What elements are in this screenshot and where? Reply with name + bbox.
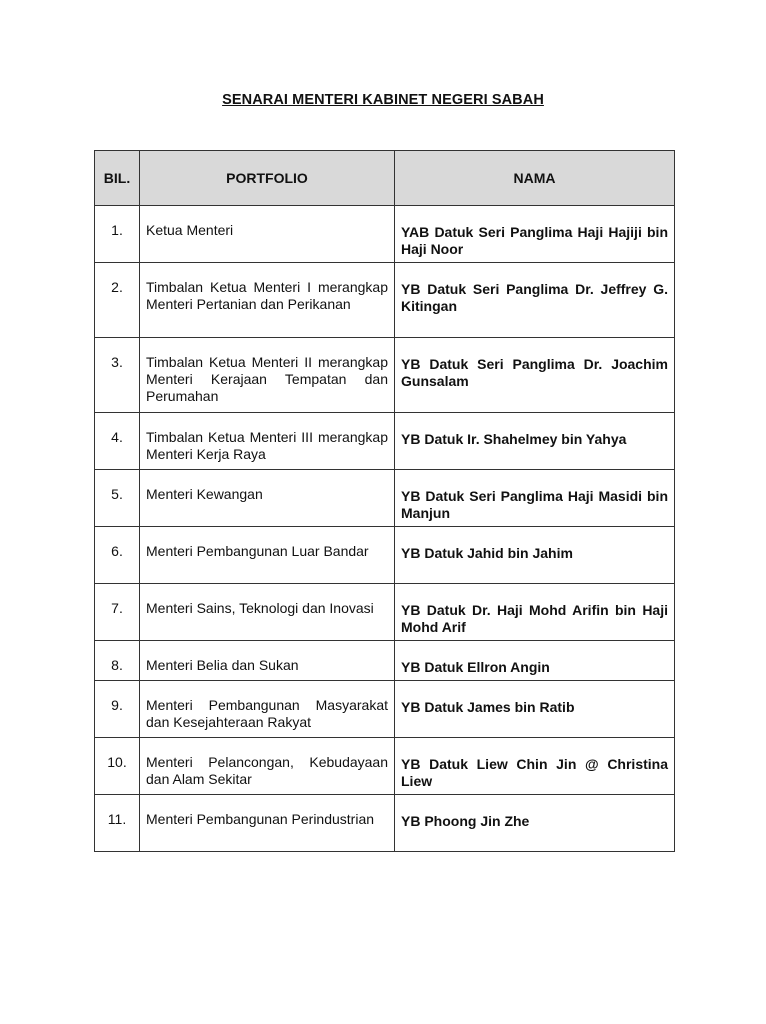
document-title: SENARAI MENTERI KABINET NEGERI SABAH — [222, 92, 544, 108]
cell-portfolio: Menteri Sains, Teknologi dan Inovasi — [140, 584, 395, 641]
table-row — [95, 470, 675, 527]
cell-nama: YB Datuk Liew Chin Jin @ Christina Liew — [395, 738, 675, 795]
table-row — [95, 527, 675, 584]
cell-portfolio: Menteri Pembangunan Perindustrian — [140, 795, 395, 852]
header-portfolio: PORTFOLIO — [140, 151, 395, 206]
cell-portfolio: Timbalan Ketua Menteri III merangkap Menteri Kerja Raya — [140, 413, 395, 470]
cell-nama: YB Datuk Seri Panglima Haji Masidi bin Manjun — [395, 470, 675, 527]
table-row — [95, 413, 675, 470]
table-row — [95, 738, 675, 795]
cell-nama: YB Phoong Jin Zhe — [395, 795, 675, 852]
cell-portfolio: Menteri Pembangunan Luar Bandar — [140, 527, 395, 584]
cell-portfolio: Menteri Kewangan — [140, 470, 395, 527]
cell-bil: 5. — [95, 470, 140, 527]
cell-nama: YB Datuk James bin Ratib — [395, 681, 675, 738]
table-row — [95, 641, 675, 681]
cabinet-table — [94, 150, 675, 852]
cell-bil: 3. — [95, 338, 140, 413]
cell-nama: YAB Datuk Seri Panglima Haji Hajiji bin Haji Noor — [395, 206, 675, 263]
cell-bil: 6. — [95, 527, 140, 584]
cell-portfolio: Timbalan Ketua Menteri I merangkap Menteri Pertanian dan Perikanan — [140, 263, 395, 338]
table-row — [95, 681, 675, 738]
cell-portfolio: Menteri Belia dan Sukan — [140, 641, 395, 681]
cell-nama: YB Datuk Seri Panglima Dr. Joachim Gunsalam — [395, 338, 675, 413]
cell-bil: 11. — [95, 795, 140, 852]
table-row — [95, 338, 675, 413]
cell-nama: YB Datuk Dr. Haji Mohd Arifin bin Haji Mohd Arif — [395, 584, 675, 641]
cell-bil: 1. — [95, 206, 140, 263]
cell-nama: YB Datuk Jahid bin Jahim — [395, 527, 675, 584]
cell-bil: 2. — [95, 263, 140, 338]
cell-portfolio: Ketua Menteri — [140, 206, 395, 263]
table-row — [95, 206, 675, 263]
cell-portfolio: Menteri Pelancongan, Kebudayaan dan Alam Sekitar — [140, 738, 395, 795]
cell-nama: YB Datuk Ellron Angin — [395, 641, 675, 681]
table-header-row — [95, 151, 675, 206]
table-row — [95, 795, 675, 852]
cell-portfolio: Timbalan Ketua Menteri II merangkap Menteri Kerajaan Tempatan dan Perumahan — [140, 338, 395, 413]
header-nama: NAMA — [395, 151, 675, 206]
cell-bil: 8. — [95, 641, 140, 681]
cell-bil: 9. — [95, 681, 140, 738]
cell-bil: 10. — [95, 738, 140, 795]
cell-nama: YB Datuk Seri Panglima Dr. Jeffrey G. Kitingan — [395, 263, 675, 338]
table-row — [95, 263, 675, 338]
cell-portfolio: Menteri Pembangunan Masyarakat dan Kesejahteraan Rakyat — [140, 681, 395, 738]
cell-nama: YB Datuk Ir. Shahelmey bin Yahya — [395, 413, 675, 470]
cell-bil: 4. — [95, 413, 140, 470]
table-row — [95, 584, 675, 641]
cell-bil: 7. — [95, 584, 140, 641]
header-bil: BIL. — [95, 151, 140, 206]
